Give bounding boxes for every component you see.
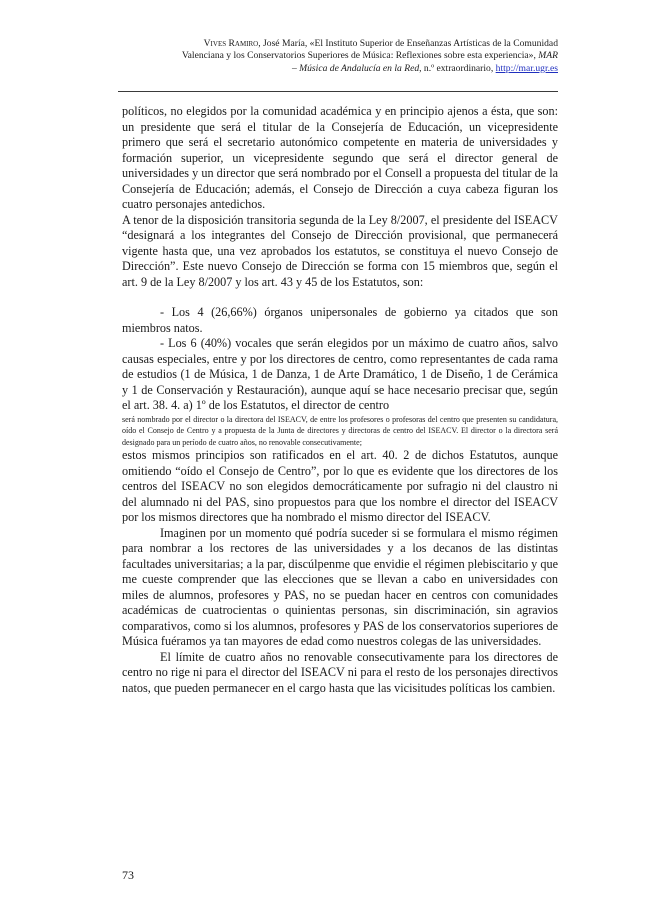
page-number: 73 xyxy=(122,868,134,882)
paragraph-gap xyxy=(122,290,558,305)
header-line-2 xyxy=(118,50,558,62)
journal-url-link[interactable]: http://mar.ugr.es xyxy=(495,62,558,74)
journal-code: MAR xyxy=(538,50,558,62)
list-item-1: - Los 4 (26,66%) órganos unipersonales de gobierno ya citados que son miembros natos. xyxy=(122,305,558,335)
block-quote: será nombrado por el director o la directora del ISEACV, de entre los profesores o profesoras del centro que presenten su candidatura, oído el Consejo de Centro y a propuesta de la Junta de directores y directoras de centro del ISEACV. El director o la directora será designado para un período de cuatro años, no renovable consecutivamente; xyxy=(122,414,558,447)
author-surname: Vives Ramiro, xyxy=(203,38,261,49)
header-line-2-text: Valenciana y los Conservatorios Superiores de Música: Reflexiones sobre esta experiencia», xyxy=(181,50,539,62)
running-header xyxy=(118,38,558,75)
journal-name: Música de Andalucía en la Red xyxy=(299,62,420,74)
paragraph-5: El límite de cuatro años no renovable consecutivamente para los directores de centro no rige ni para el director del ISEACV ni para el resto de los personajes directivos natos, que pueden permanecer en el cargo hasta que las vicisitudes políticas los cambien. xyxy=(122,649,558,695)
header-rule xyxy=(118,91,558,92)
header-line-1 xyxy=(118,38,558,50)
paragraph-3: estos mismos principios son ratificados en el art. 40. 2 de dichos Estatutos, aunque omitiendo “oído el Consejo de Centro”, por lo que es evidente que los directores de los centros del ISEACV no son elegidos democráticamente por sufragio ni del claustro ni del alumnado ni del PAS, sino propuestos para que los nombre el director del ISEACV por los mismos directores que ha nombrado el mismo director del ISEACV. xyxy=(122,448,558,524)
header-line-1-text: José María, «El Instituto Superior de Enseñanzas Artísticas de la Comunidad xyxy=(260,38,558,49)
issue-text: , n.º extraordinario, xyxy=(419,62,496,74)
paragraph-2: A tenor de la disposición transitoria segunda de la Ley 8/2007, el presidente del ISEACV “designará a los integrantes del Consejo de Dirección provisional, que permanecerá vigente hasta que, una vez aprobados los estatutos, se constituya el nuevo Consejo de Dirección”. Este nuevo Consejo de Dirección se forma con 15 miembros que, según el art. 9 de la Ley 8/2007 y los art. 43 y 45 de los Estatutos, son: xyxy=(122,212,558,289)
header-line-3 xyxy=(118,63,558,75)
header-dash: – xyxy=(291,62,300,74)
paragraph-4: Imaginen por un momento qué podría suceder si se formulara el mismo régimen para nombrar a los rectores de las universidades y a los decanos de las distintas facultades universitarias; a la par, discúlpenme que envidie el régimen plebiscitario y que me cueste comprender que las elecciones que se llevan a cabo en universidades con miles de alumnos, profesores y PAS, no se puedan hacer en centros con comunidades académicas de cuatrocientas o quinientas personas, sin discriminación, sin agravios comparativos, como si los alumnos, profesores y PAS de los conservatorios superiores de Música fuéramos ya tan mayores de edad como nuestros colegas de las universidades. xyxy=(122,525,558,648)
list-item-2: - Los 6 (40%) vocales que serán elegidos por un máximo de cuatro años, salvo causas especiales, entre y por los directores de centro, como representantes de cada rama de estudios (1 de Música, 1 de Danza, 1 de Arte Dramático, 1 de Diseño, 1 de Cerámica y 1 de Conservación y Restauración), aunque aquí se hace necesario precisar que, según el art. 38. 4. a) 1º de los Estatutos, el director de centro xyxy=(122,336,558,412)
article-body xyxy=(122,104,558,696)
paragraph-1: políticos, no elegidos por la comunidad académica y en principio ajenos a ésta, que son: un presidente que será el titular de la Consejería de Educación, un vicepresidente primero que será el secretario autonómico competente en materia de universidades y formación superior, un vicepresidente segundo que será el director general de universidades y un director que será nombrado por el Consell a propuesta del titular de la Consejería de Educación; además, el Consejo de Dirección a cuya cabeza figuran los cuatro personajes antedichos. xyxy=(122,104,558,211)
